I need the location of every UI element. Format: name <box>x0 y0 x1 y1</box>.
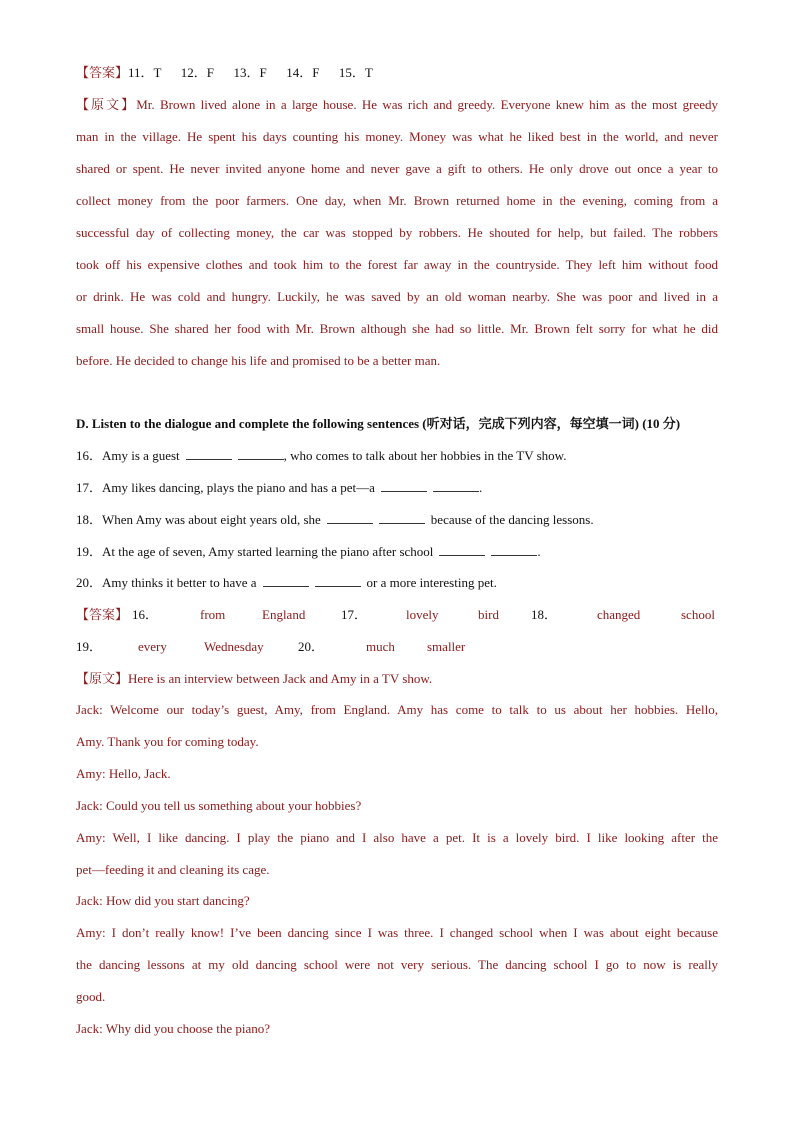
answer-blank <box>186 447 232 460</box>
dialogue-line: Amy: Hello, Jack. <box>76 766 171 781</box>
answer-blank <box>491 543 537 556</box>
question-16: 16．Amy is a guest , who comes to talk about her hobbies in the TV show. <box>76 448 567 463</box>
dialogue-line: Jack: Why did you choose the piano? <box>76 1021 270 1036</box>
answer-blank <box>238 447 284 460</box>
dialogue-line: the dancing lessons at my old dancing school were not very serious. The dancing school I go to now is really <box>76 957 718 972</box>
transcript-line: took off his expensive clothes and took him to the forest far away in the countryside. They left him without food <box>76 257 718 272</box>
dialogue-line: Amy: I don’t really know! I’ve been dancing since I was three. I changed school when I was about eight because <box>76 925 718 940</box>
transcript-line: before. He decided to change his life and promised to be a better man. <box>76 353 441 368</box>
answer-blank <box>327 511 373 524</box>
answer-blank <box>433 479 479 492</box>
dialogue-line: Jack: Welcome our today’s guest, Amy, from England. Amy has come to talk to us about her hobbies. Hello, <box>76 702 718 717</box>
transcript-line <box>76 96 718 114</box>
question-20: 20．Amy thinks it better to have a or a more interesting pet. <box>76 575 497 590</box>
answer-tag: 【答案】 <box>76 607 129 622</box>
transcript-line: collect money from the poor farmers. One day, when Mr. Brown returned home in the evening, coming from a <box>76 193 718 208</box>
dialogue-line: Jack: How did you start dancing? <box>76 893 250 908</box>
dialogue-line: Amy. Thank you for coming today. <box>76 734 259 749</box>
script-intro: Here is an interview between Jack and Amy in a TV show. <box>128 671 433 686</box>
transcript-line: small house. She shared her food with Mr. Brown although she had so little. Mr. Brown felt sorry for what he did <box>76 321 718 336</box>
script-tag: 【原文】 <box>76 671 129 686</box>
script-tag: 【原文】 <box>76 97 137 112</box>
question-18: 18．When Amy was about eight years old, she because of the dancing lessons. <box>76 512 594 527</box>
transcript-line <box>76 670 718 688</box>
transcript-line: shared or spent. He never invited anyone home and never gave a gift to others. He only drove out once a year to <box>76 161 718 176</box>
question-17: 17．Amy likes dancing, plays the piano and has a pet—a . <box>76 480 483 495</box>
answer-blank <box>379 511 425 524</box>
answer-values: 11．T 12．F 13．F 14．F 15．T <box>128 65 373 80</box>
answer-line-c <box>76 64 718 82</box>
answer-tag: 【答案】 <box>76 65 129 80</box>
transcript-line: or drink. He was cold and hungry. Luckily, he was saved by an old woman nearby. She was poor and lived in a <box>76 289 718 304</box>
dialogue-line: pet—feeding it and cleaning its cage. <box>76 862 270 877</box>
dialogue-line: Amy: Well, I like dancing. I play the piano and I also have a pet. It is a lovely bird. I like looking after the <box>76 830 718 845</box>
dialogue-line: good. <box>76 989 106 1004</box>
section-heading: D. Listen to the dialogue and complete the following sentences (听对话，完成下列内容，每空填一词) (10 分) <box>76 416 681 431</box>
question-19: 19．At the age of seven, Amy started learning the piano after school . <box>76 544 541 559</box>
script-text: Mr. Brown lived alone in a large house. He was rich and greedy. Everyone knew him as the most greedy <box>136 97 718 112</box>
answer-blank <box>439 543 485 556</box>
answer-blank <box>263 574 309 587</box>
answer-blank <box>381 479 427 492</box>
answer-blank <box>315 574 361 587</box>
dialogue-line: Jack: Could you tell us something about your hobbies? <box>76 798 362 813</box>
transcript-line: successful day of collecting money, the car was stopped by robbers. He shouted for help, but failed. The robbers <box>76 225 718 240</box>
transcript-line: man in the village. He spent his days counting his money. Money was what he liked best in the world, and never <box>76 129 718 144</box>
